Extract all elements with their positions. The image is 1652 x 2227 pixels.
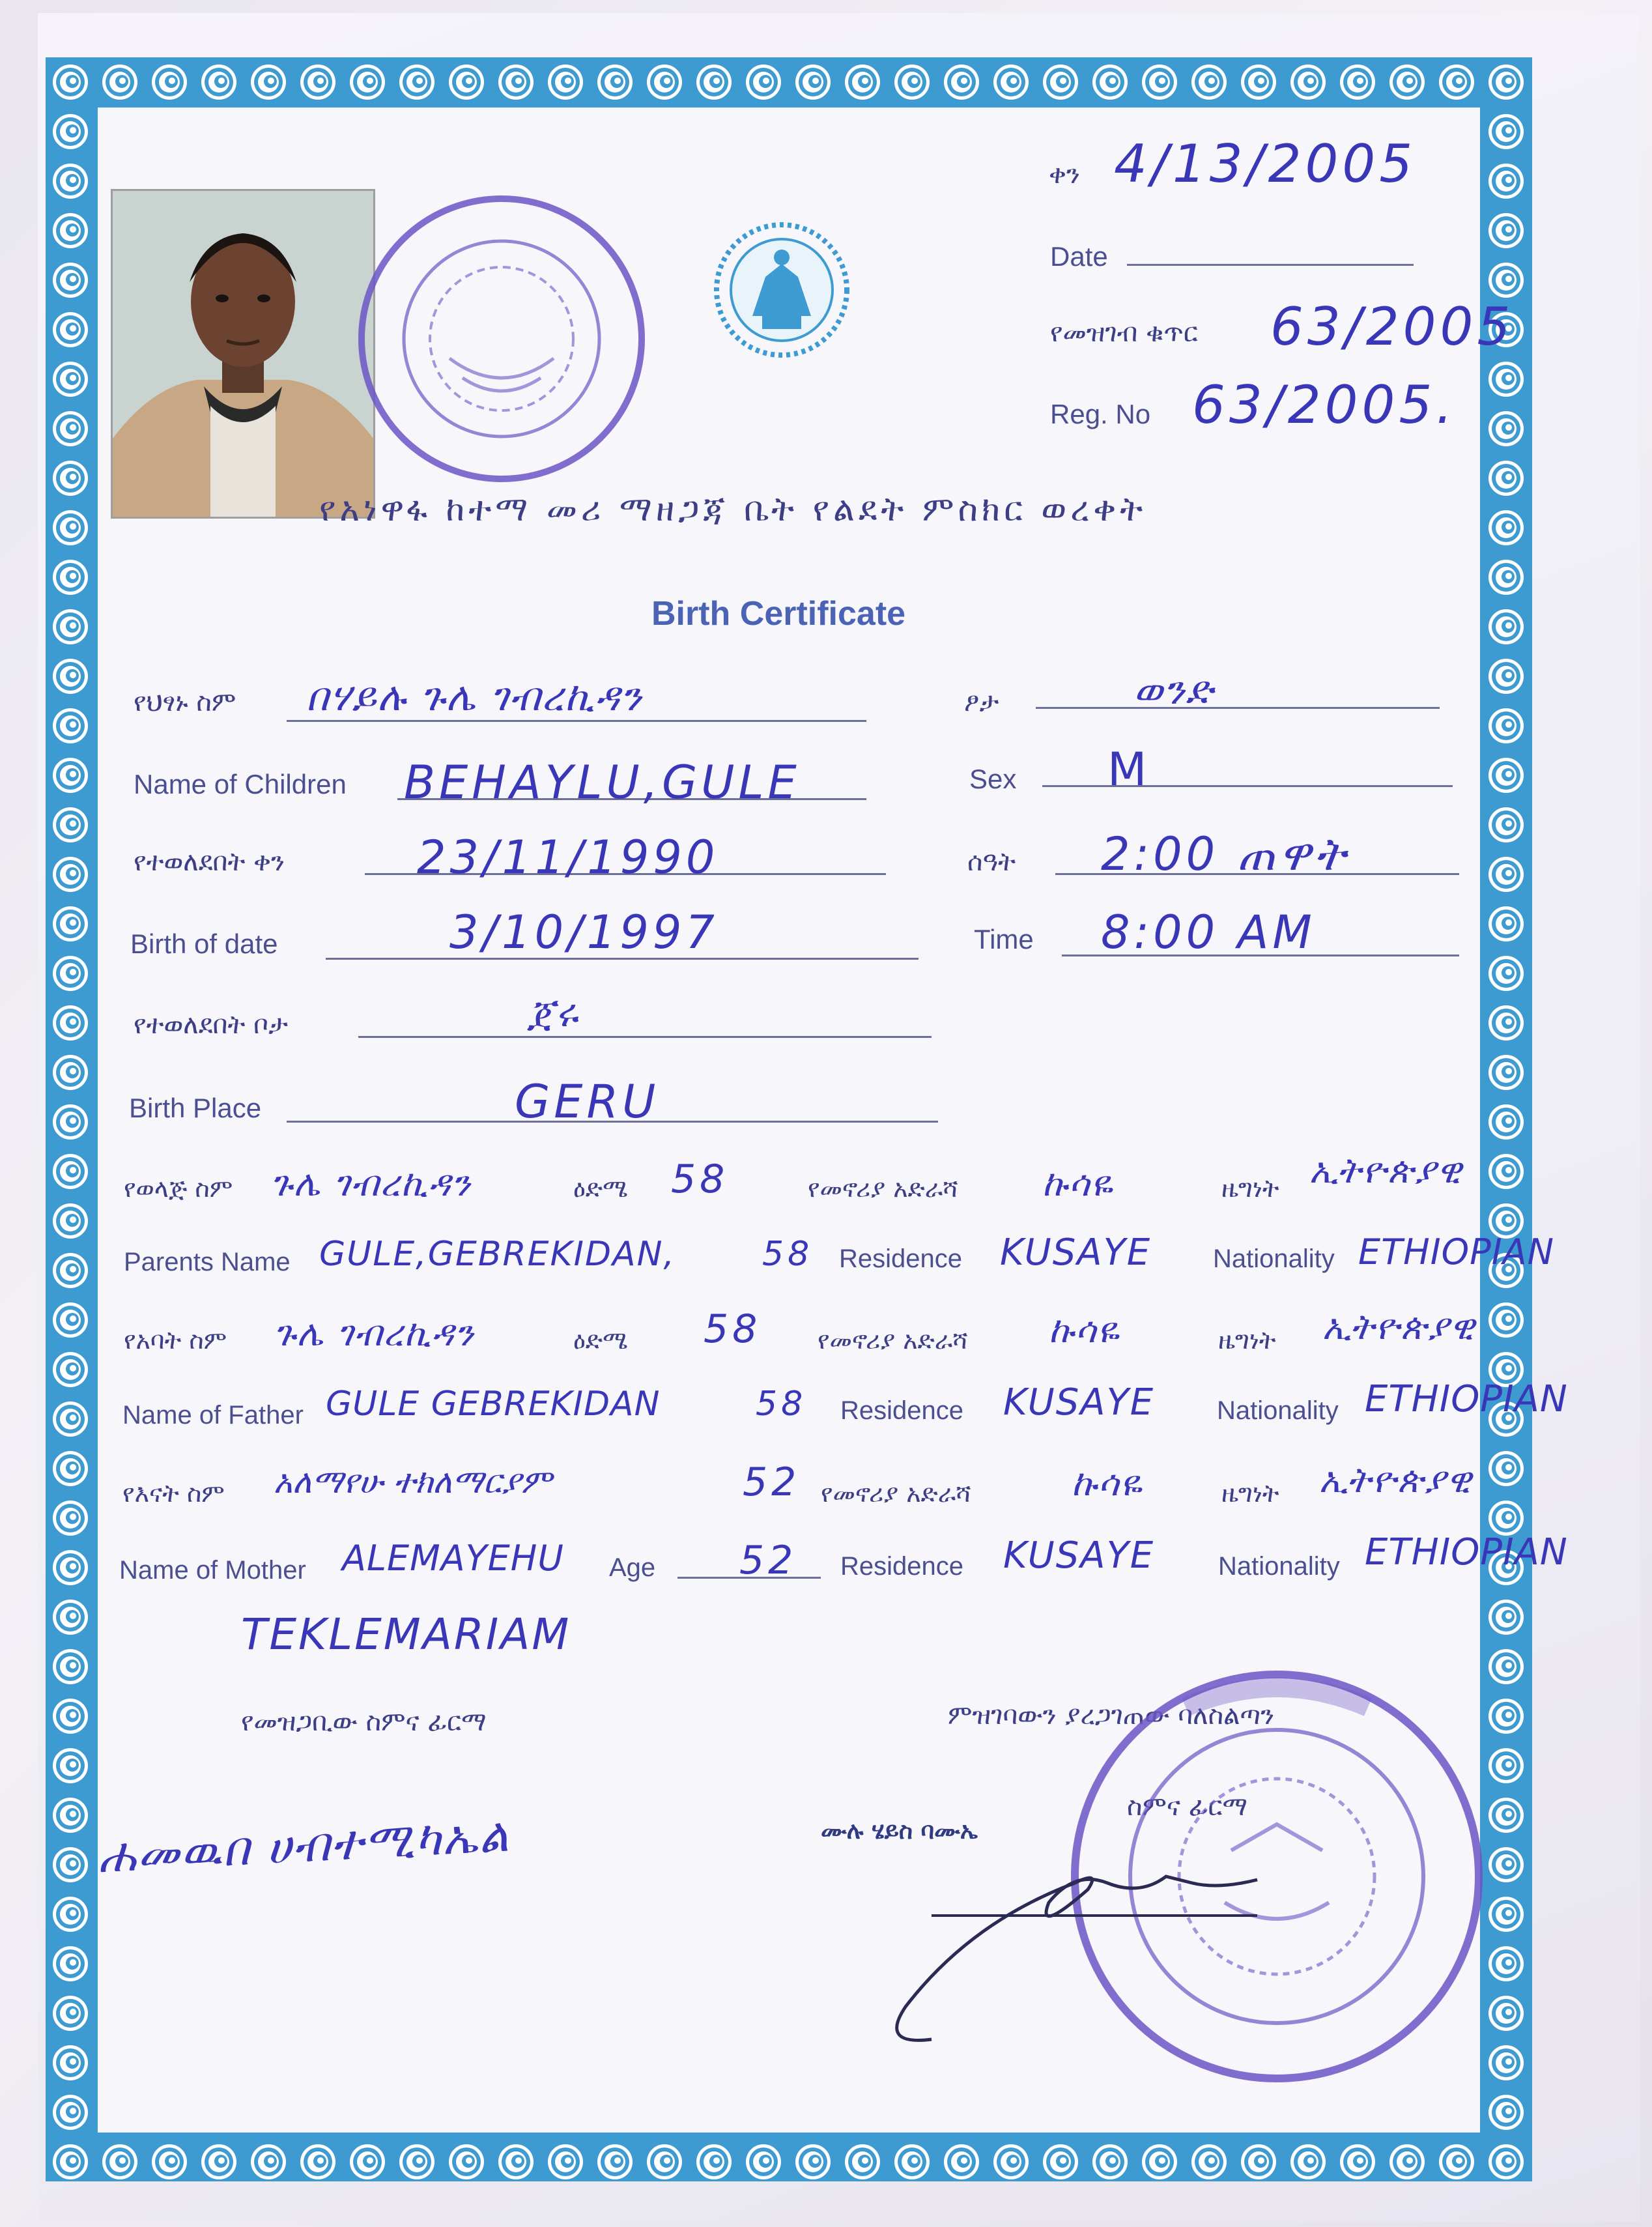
place-am-line — [358, 1036, 932, 1038]
parents-en-label: Parents Name — [124, 1248, 291, 1276]
child-name-am-line — [287, 720, 866, 722]
sex-am-line — [1036, 707, 1440, 709]
mother-am-residence: ኩሳዬ — [1072, 1463, 1143, 1504]
parents-en-residence: KUSAYE — [1000, 1231, 1152, 1274]
father-am-age-label: ዕድሜ — [573, 1326, 628, 1355]
mother-en-label: Name of Mother — [119, 1556, 306, 1585]
mother-en-residence: KUSAYE — [1003, 1534, 1155, 1577]
parents-en-residence-label: Residence — [839, 1244, 963, 1273]
date-en-line — [1127, 264, 1414, 266]
sex-en-label: Sex — [969, 764, 1017, 794]
registrar-label: ምዝገባውን ያረጋገጠው ባለስልጣን — [948, 1701, 1275, 1731]
father-am-label: የአባት ስም — [124, 1326, 227, 1355]
father-en-nationality: ETHIOPIAN — [1365, 1378, 1568, 1420]
parents-am-nationality-label: ዜግነት — [1221, 1174, 1279, 1203]
mother-en-name: ALEMAYEHU — [342, 1538, 564, 1579]
child-name-en-label: Name of Children — [134, 769, 347, 799]
parents-en-nationality-label: Nationality — [1213, 1244, 1335, 1273]
father-am-age: 58 — [704, 1306, 762, 1352]
parents-en-nationality: ETHIOPIAN — [1358, 1231, 1554, 1272]
father-en-name: GULE GEBREKIDAN — [326, 1385, 661, 1424]
parents-am-age: 58 — [671, 1157, 729, 1202]
mother-en-name-line-2: TEKLEMARIAM — [241, 1609, 571, 1659]
place-am-value: ጀሩ — [528, 990, 579, 1036]
dob-en-label: Birth of date — [130, 928, 278, 959]
date-en-label: Date — [1050, 241, 1108, 272]
mother-en-nationality: ETHIOPIAN — [1365, 1531, 1568, 1573]
reg-am-value: 63/2005 — [1270, 296, 1515, 357]
father-en-residence-label: Residence — [840, 1396, 964, 1425]
time-am-value: 2:00 ጠዋት — [1101, 827, 1350, 881]
time-am-label: ሰዓት — [967, 847, 1016, 877]
father-am-residence: ኩሳዬ — [1049, 1310, 1120, 1351]
parents-en-age: 58 — [762, 1235, 814, 1274]
place-am-label: የተወለደበት ቦታ — [134, 1010, 289, 1040]
time-en-label: Time — [974, 924, 1034, 955]
certificate-title-amharic: የአነዋፋ ከተማ መሪ ማዘጋጃ ቤት የልደት ምስክር ወረቀት — [319, 490, 1147, 529]
father-en-label: Name of Father — [122, 1401, 304, 1430]
sex-am-value: ወንድ — [1133, 668, 1214, 713]
sex-en-line — [1042, 785, 1453, 787]
time-en-value: 8:00 AM — [1101, 906, 1316, 959]
parents-am-name: ጉሌ ገብረኪዳን — [270, 1163, 472, 1204]
parents-am-nationality: ኢትዮጵያዊ — [1309, 1150, 1463, 1191]
registrar-signature — [801, 1844, 1388, 2052]
sex-en-value: M — [1107, 743, 1151, 796]
father-en-age: 58 — [756, 1385, 807, 1424]
father-am-name: ጉሌ ገብረኪዳን — [274, 1313, 475, 1354]
parents-am-age-label: ዕድሜ — [573, 1174, 628, 1203]
registrar-sign-label: ስምና ፊርማ — [1127, 1792, 1248, 1822]
mother-am-age: 52 — [743, 1459, 801, 1505]
place-en-value: GERU — [515, 1075, 660, 1128]
parents-am-residence: ኩሳዬ — [1042, 1163, 1114, 1204]
parents-am-residence-label: የመኖሪያ አድራሻ — [808, 1174, 958, 1203]
mother-en-age: 52 — [739, 1538, 797, 1583]
date-am-value: 4/13/2005 — [1114, 134, 1417, 194]
child-name-am-value: በሃይሉ ጉሌ ገብረኪዳን — [306, 674, 643, 720]
mother-am-nationality: ኢትዮጵያዊ — [1319, 1459, 1473, 1501]
mother-en-nationality-label: Nationality — [1218, 1552, 1340, 1581]
child-name-am-label: የህፃኑ ስም — [134, 687, 236, 717]
dob-am-value: 23/11/1990 — [417, 831, 719, 884]
mother-am-label: የእናት ስም — [122, 1479, 225, 1508]
reg-en-value: 63/2005. — [1192, 375, 1457, 435]
mother-am-name: አለማየሁ ተክለማርያም — [274, 1463, 552, 1501]
parents-am-label: የወላጅ ስም — [124, 1174, 233, 1203]
sex-am-label: ፆታ — [964, 687, 999, 717]
child-name-en-value: BEHAYLU,GULE — [404, 756, 801, 809]
reg-am-label: የመዝገብ ቁጥር — [1050, 318, 1198, 348]
mother-am-residence-label: የመኖሪያ አድራሻ — [821, 1479, 971, 1508]
reg-en-label: Reg. No — [1050, 399, 1151, 429]
dob-en-value: 3/10/1997 — [449, 906, 719, 959]
mother-am-nationality-label: ዜግነት — [1221, 1479, 1279, 1508]
registrant-label: የመዝጋቢው ስምና ፊርማ — [241, 1707, 487, 1737]
parents-en-name: GULE,GEBREKIDAN, — [319, 1235, 676, 1274]
ethiopian-emblem — [707, 218, 857, 362]
father-en-nationality-label: Nationality — [1217, 1396, 1339, 1425]
date-am-label: ቀን — [1049, 160, 1080, 190]
father-en-residence: KUSAYE — [1003, 1381, 1155, 1424]
mother-en-age-label: Age — [609, 1553, 656, 1582]
father-am-residence-label: የመኖሪያ አድራሻ — [818, 1326, 968, 1355]
registrar-name-stamp: ሙሉ ሄይስ ባሙኤ — [821, 1818, 978, 1845]
mother-en-residence-label: Residence — [840, 1552, 964, 1581]
certificate-title-english: Birth Certificate — [651, 595, 906, 633]
father-am-nationality: ኢትዮጵያዊ — [1322, 1306, 1476, 1347]
place-en-label: Birth Place — [129, 1093, 262, 1123]
father-am-nationality-label: ዜግነት — [1218, 1326, 1276, 1355]
registrant-signature: ሐመዉበ ሀብተሚካኤል — [96, 1807, 511, 1884]
dob-am-label: የተወለደበት ቀን — [134, 847, 285, 877]
municipal-stamp-top — [306, 182, 710, 521]
